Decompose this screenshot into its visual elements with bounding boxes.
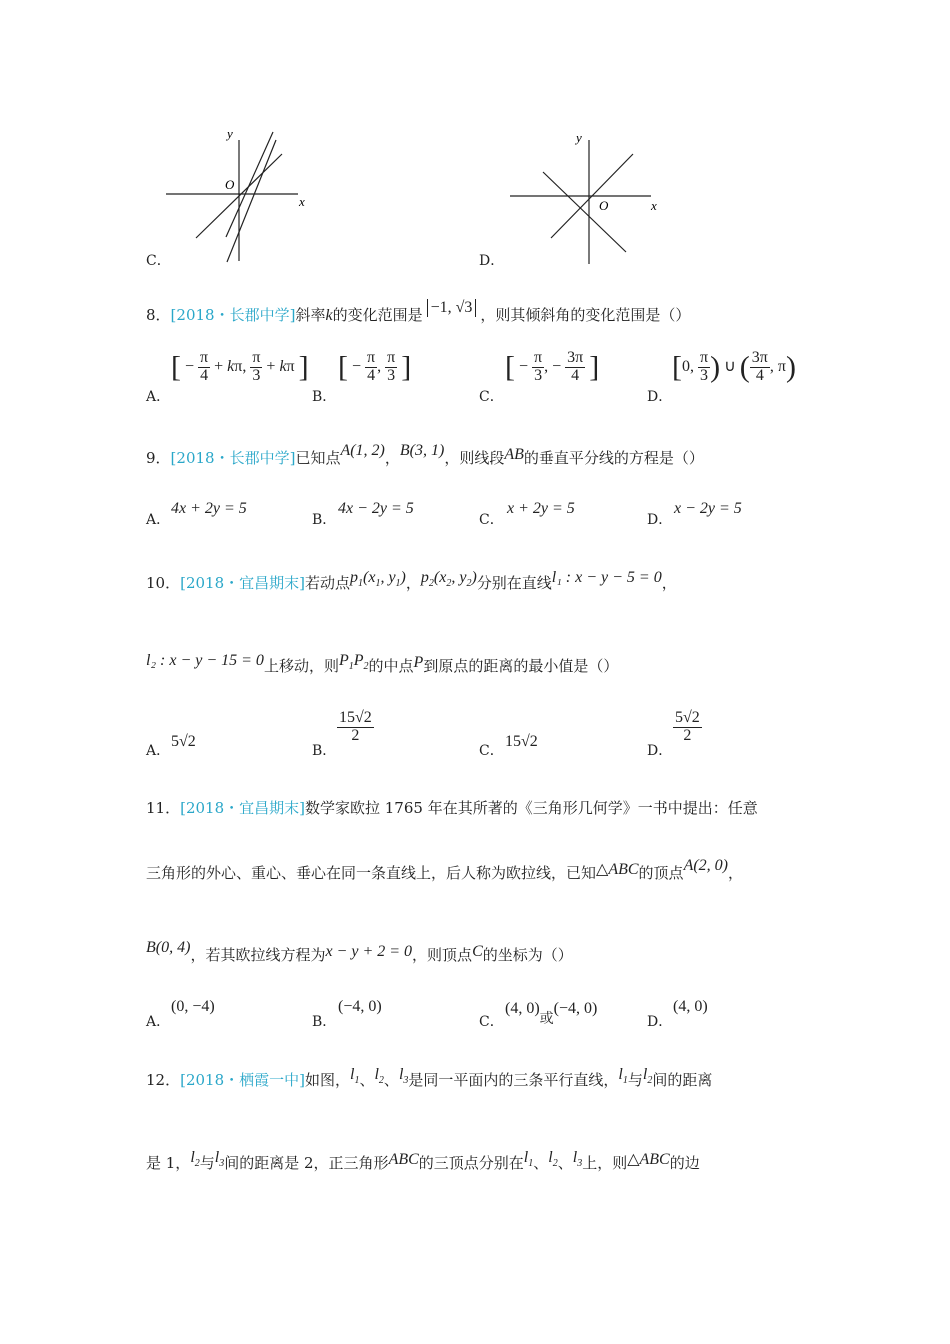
q11-text-3: 的顶点 [638,864,684,882]
q12-text-6: 的三顶点分别在 [418,1154,524,1172]
q11-text-4: ，若其欧拉线方程为 [190,946,326,964]
q12-sep-2: 、 [383,1071,399,1089]
q10-source: [2018・宜昌期末] [180,574,305,592]
q11-option-c-label: C． [479,1014,504,1030]
q12-text-1: 如图， [304,1071,350,1089]
figure-d-y-label: y [576,130,582,145]
question-11-line-3 [146,939,573,965]
question-9 [146,442,704,468]
q10-line-l2: l₂ : x − y − 15 = 0 [146,652,264,669]
q12-triangle-abc: ABC [388,1151,419,1168]
q8-source: [2018・长郡中学] [170,306,296,324]
q12-text-3: 间的距离 [652,1071,713,1089]
q12-line-l2: $l_2$ [374,1066,384,1087]
q8-option-d: [0, $\frac{\pi}{3}$ ) ∪ ( $\frac{3\pi}{4}$ , π) [672,349,796,384]
figure-d-line-1 [543,172,626,252]
q8-text-1: 斜率 [295,306,326,324]
q10-text-4: 的中点 [368,657,414,675]
q11-option-a: (0, −4) [171,998,215,1015]
q10-option-d-label: D． [647,743,673,759]
q10-end-comma: ， [661,574,677,592]
q10-point-p2: $p_2(x_2$, $y_2$) [420,569,477,590]
q10-point-p1: $p_1(x_1$, $y_1$) [350,569,406,590]
q10-option-b-label: B． [312,743,337,759]
q12-text-4: 是 1， [146,1154,191,1172]
q12-triangle-abc-2: △ABC [627,1151,670,1168]
q10-comma: ， [405,574,421,592]
figure-c-label: C． [146,253,171,269]
question-11-line-1 [146,797,758,818]
q9-point-b: B(3, 1) [399,442,445,459]
q8-option-b: [ − $\frac{\pi}{4}$ , $\frac{\pi}{3}$ ] [338,349,412,384]
q10-option-b: $\frac{15√2}{2}$ [339,709,372,744]
q12-sep-1: 、 [359,1071,375,1089]
q12-line-l3-ref: $l_3$ [214,1149,225,1170]
q8-option-c-label: C． [479,389,504,405]
q12-text-5: 间的距离是 2，正三角形 [224,1154,389,1172]
q10-text-2: 分别在直线 [476,574,552,592]
q8-text-2: 的变化范围是 [332,306,423,324]
q8-option-c: [ − $\frac{\pi}{3}$ , − $\frac{3\pi}{4}$ ] [505,349,600,384]
q12-yu-2: 与 [199,1154,215,1172]
q9-option-a: 4x + 2y = 5 [171,500,247,517]
q11-option-b: (−4, 0) [338,998,382,1015]
q11-text-1: 数学家欧拉 1765 年在其所著的《三角形几何学》一书中提出：任意 [304,799,758,817]
q9-source: [2018・长郡中学] [170,449,296,467]
q10-text-1: 若动点 [304,574,350,592]
q12-line-l3-ref-2: $l_3$ [572,1149,583,1170]
q10-option-c-label: C． [479,743,504,759]
q11-triangle-abc: △ABC [596,861,639,878]
q10-segment-p1p2: $P_1P_2$ [338,652,369,673]
question-11-line-2 [146,857,744,883]
q9-option-b: 4x − 2y = 5 [338,500,414,517]
q11-point-a: A(2, 0) [683,857,728,874]
figure-d-x-label: x [651,198,657,213]
q11-number: 11． [146,799,181,817]
q11-option-c-first: (4, 0) [505,1000,540,1017]
figure-c-x-label: x [299,194,305,209]
q9-point-a: A(1, 2) [340,442,385,459]
q12-text-7: 上，则 [582,1154,628,1172]
q8-option-d-label: D． [647,389,673,405]
q11-text-2: 三角形的外心、重心、垂心在同一条直线上，后人称为欧拉线，已知 [146,864,597,882]
q9-text-2: ，则线段 [444,449,505,467]
q12-yu: 与 [627,1071,643,1089]
q8-k: k [325,307,333,324]
q11-end-comma: ， [728,864,744,882]
q11-euler-line: x − y + 2 = 0 [325,943,413,960]
q11-text-5: ，则顶点 [412,946,473,964]
q8-option-a: [ − $\frac{\pi}{4}$ + kπ, $\frac{\pi}{3}$ + kπ ] [171,349,309,384]
q11-option-c-or: 或 [539,1011,554,1027]
q12-line-l2-ref: $l_2$ [642,1066,653,1087]
q12-source: [2018・栖霞一中] [180,1071,305,1089]
q9-option-d: x − 2y = 5 [674,500,742,517]
q8-number: 8． [146,306,171,324]
figure-c-graph [160,126,320,266]
figure-d-label: D． [479,253,505,269]
q8-text-3: ，则其倾斜角的变化范围是（） [480,306,691,324]
q9-option-c-label: C． [479,512,504,528]
q10-option-a-label: A． [146,743,171,759]
question-12-line-1 [146,1066,713,1092]
question-10-line-2 [146,652,619,678]
q12-line-l1-ref: $l_1$ [618,1066,628,1087]
q8-range: −1, √3 [427,299,477,317]
figure-d-graph [505,128,670,268]
q9-number: 9． [146,449,171,467]
q11-option-d-label: D． [647,1014,673,1030]
q11-source: [2018・宜昌期末] [180,799,305,817]
q11-option-c-second: (−4, 0) [553,1000,598,1017]
figure-d-origin-label: O [599,198,609,213]
q11-option-d: (4, 0) [673,998,708,1015]
q10-text-5: 到原点的距离的最小值是（） [423,657,619,675]
q9-option-a-label: A． [146,512,171,528]
q11-text-6: 的坐标为（） [482,946,573,964]
q10-line-l1: l₁ : x − y − 5 = 0 [551,569,662,586]
q8-option-a-label: A． [146,389,171,405]
q12-text-8: 的边 [669,1154,700,1172]
figure-c-y-label: y [227,126,233,141]
q12-line-l3: $l_3$ [398,1066,409,1087]
q12-line-l2-ref-3: $l_2$ [548,1149,558,1170]
q9-option-b-label: B． [312,512,337,528]
q10-option-d: $\frac{5√2}{2}$ [675,709,700,744]
figure-c-origin-label: O [225,177,235,192]
q9-option-c: x + 2y = 5 [507,500,575,517]
question-10-line-1 [146,569,677,595]
q11-option-c [505,998,598,1027]
question-12-line-2 [146,1149,700,1175]
q12-sep-3: 、 [533,1154,549,1172]
q11-point-c: C [472,943,483,960]
q10-option-a: 5√2 [171,733,196,750]
q8-option-b-label: B． [312,389,337,405]
q12-text-2: 是同一平面内的三条平行直线， [408,1071,619,1089]
q12-number: 12． [146,1071,181,1089]
q9-text-3: 的垂直平分线的方程是（） [523,449,704,467]
q9-segment-ab: AB [504,446,524,463]
q12-line-l1-ref-2: $l_1$ [523,1149,534,1170]
q9-option-d-label: D． [647,512,673,528]
question-8 [146,299,691,325]
q9-comma: ， [384,449,400,467]
q10-option-c: 15√2 [505,733,538,750]
q10-point-p: P [413,654,424,671]
q10-number: 10． [146,574,181,592]
q11-option-a-label: A． [146,1014,171,1030]
q9-text-1: 已知点 [295,449,341,467]
q11-point-b: B(0, 4) [146,939,191,956]
q12-sep-4: 、 [557,1154,573,1172]
q10-text-3: 上移动，则 [263,657,339,675]
q11-option-b-label: B． [312,1014,337,1030]
q12-line-l2-ref-2: $l_2$ [190,1149,200,1170]
q12-line-l1: $l_1$ [350,1066,360,1087]
